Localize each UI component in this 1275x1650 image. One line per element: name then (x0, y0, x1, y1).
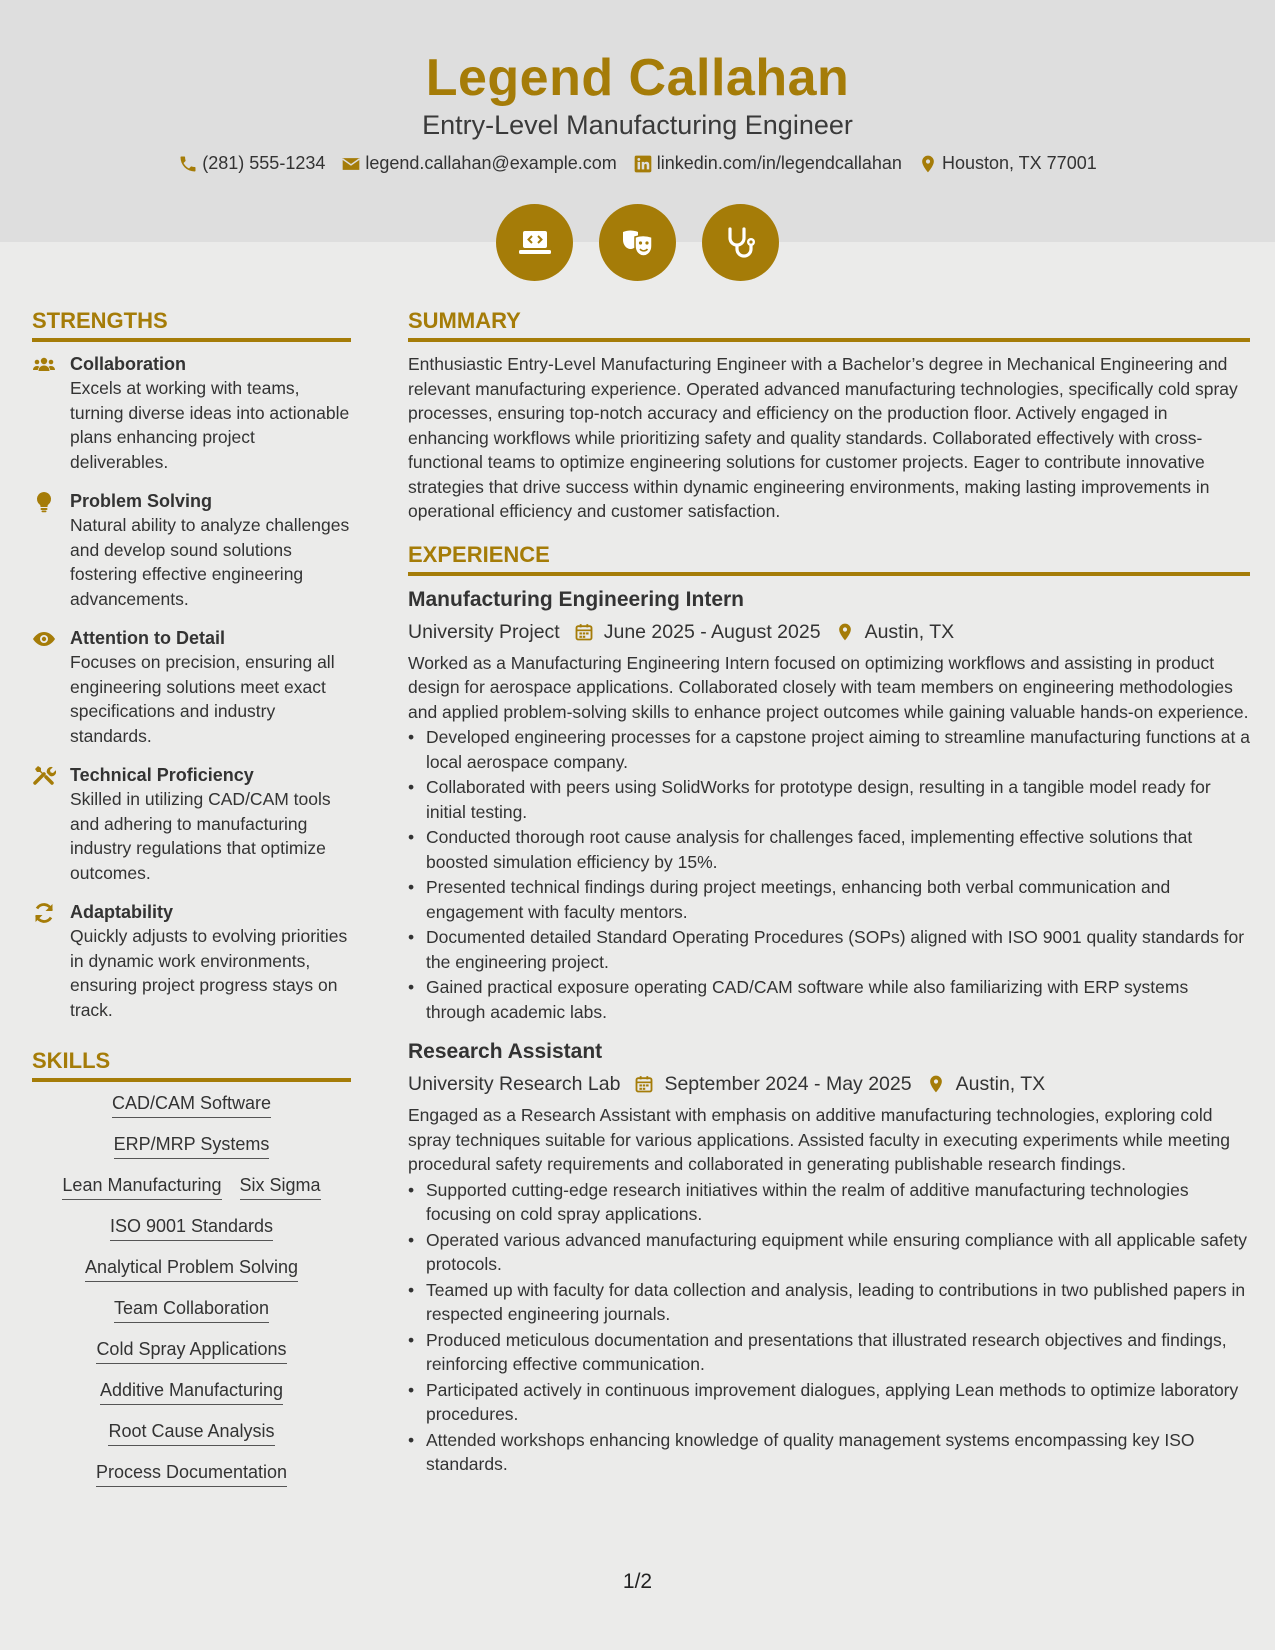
skill-tag: ISO 9001 Standards (110, 1215, 273, 1241)
list-item: • Participated actively in continuous improvement dialogues, applying Lean methods to optimize laboratory procedures. (408, 1378, 1250, 1427)
job-location: Austin, TX (955, 1073, 1046, 1095)
users-icon (32, 353, 56, 377)
skill-tag: Cold Spray Applications (96, 1338, 286, 1364)
skill-tag: CAD/CAM Software (112, 1092, 271, 1118)
experience-heading: EXPERIENCE (408, 542, 1250, 576)
experience-section (408, 542, 1250, 1477)
skill-tag: Process Documentation (96, 1461, 287, 1487)
job-title: Entry-Level Manufacturing Engineer (422, 110, 853, 140)
company-name: University Project (408, 620, 560, 643)
job-meta (408, 1070, 1250, 1098)
skill-tag: Root Cause Analysis (108, 1420, 274, 1446)
strength-item (32, 352, 351, 474)
strength-desc: Excels at working with teams, turning diverse ideas into actionable plans enhancing project deliverables. (70, 378, 350, 472)
strength-item (32, 900, 351, 1022)
email-contact[interactable] (341, 153, 616, 174)
list-item: • Documented detailed Standard Operating Procedures (SOPs) aligned with ISO 9001 quality standards for the engineering project. (408, 925, 1250, 974)
strength-name: Problem Solving (70, 491, 213, 511)
phone-text: (281) 555-1234 (202, 153, 326, 173)
skill-tag: Six Sigma (240, 1174, 321, 1200)
strength-desc: Quickly adjusts to evolving priorities in dynamic work environments, ensuring project progress stays on track. (70, 926, 348, 1020)
strength-desc: Focuses on precision, ensuring all engineering solutions meet exact specifications and industry standards. (70, 652, 335, 746)
interest-circle (496, 204, 573, 281)
phone-contact[interactable] (178, 153, 325, 174)
interest-circle (702, 204, 779, 281)
list-item: • Conducted thorough root cause analysis for challenges faced, implementing effective solutions that boosted simulation efficiency by 15%. (408, 825, 1250, 874)
envelope-icon (341, 154, 361, 174)
job-dates: June 2025 - August 2025 (603, 620, 821, 643)
list-item: • Presented technical findings during project meetings, enhancing both verbal communication and engagement with faculty mentors. (408, 875, 1250, 924)
job-entry (408, 586, 1250, 1025)
candidate-name: Legend Callahan (425, 49, 850, 107)
tools-icon (32, 764, 56, 788)
lightbulb-icon (32, 490, 56, 514)
map-marker-icon (918, 154, 938, 174)
page-number: 1/2 (622, 1570, 653, 1593)
job-description: Engaged as a Research Assistant with emphasis on additive manufacturing technologies, exploring cold spray techniques suitable for various applications. Assisted faculty in executing experiments while meeting procedural safety requirements and collaborated in generating publishable research findings. (408, 1105, 1230, 1174)
location-contact (918, 153, 1097, 174)
skills-list (32, 1092, 351, 1487)
summary-heading: SUMMARY (408, 308, 1250, 342)
strength-item (32, 489, 351, 611)
location-text: Houston, TX 77001 (941, 153, 1097, 173)
strength-desc: Skilled in utilizing CAD/CAM tools and adhering to manufacturing industry regulations that optimize outcomes. (70, 789, 331, 883)
job-entry-title: Manufacturing Engineering Intern (408, 587, 745, 611)
right-column (408, 308, 1250, 1491)
job-entry (408, 1038, 1250, 1477)
strength-item (32, 763, 351, 885)
list-item: • Attended workshops enhancing knowledge of quality management systems encompassing key ISO standards. (408, 1428, 1250, 1477)
job-meta (408, 618, 1250, 646)
job-description: Worked as a Manufacturing Engineering Intern focused on optimizing workflows and assisting in product design for aerospace applications. Collaborated closely with team members on engineering methodologies and applied problem-solving skills to enhance project outcomes while gaining valuable hands-on experience. (408, 652, 1249, 722)
company-name: University Research Lab (408, 1073, 621, 1095)
calendar-icon (634, 1074, 654, 1094)
strength-name: Technical Proficiency (70, 765, 254, 785)
skills-heading: SKILLS (32, 1048, 351, 1082)
contact-bar (0, 153, 1275, 174)
strength-desc: Natural ability to analyze challenges and develop sound solutions fostering effective engineering advancements. (70, 515, 350, 609)
phone-icon (178, 154, 198, 174)
list-item: • Teamed up with faculty for data collection and analysis, leading to contributions in two published papers in respected engineering journals. (408, 1278, 1250, 1327)
linkedin-icon (633, 154, 653, 174)
list-item: • Gained practical exposure operating CAD/CAM software while also familiarizing with ERP systems through academic labs. (408, 975, 1250, 1024)
stethoscope-icon (721, 223, 761, 263)
job-bullets (408, 1178, 1250, 1477)
strength-name: Adaptability (70, 902, 174, 922)
theater-masks-icon (618, 223, 658, 263)
strength-name: Collaboration (70, 354, 186, 374)
summary-text: Enthusiastic Entry-Level Manufacturing Engineer with a Bachelor’s degree in Mechanical Engineering and relevant manufacturing experience. Operated advanced manufacturing technologies, specifically cold spray processes, ensuring top-notch accuracy and efficiency on the production floor. Actively engaged in enhancing workflows while prioritizing safety and quality standards. Collaborated effectively with cross-functional teams to optimize engineering solutions for customer projects. Eager to contribute innovative strategies that drive success within dynamic engineering environments, making lasting improvements in operational efficiency and customer satisfaction. (408, 354, 1238, 521)
skill-tag: Lean Manufacturing (62, 1174, 221, 1200)
interest-circle (599, 204, 676, 281)
job-location: Austin, TX (864, 620, 955, 643)
map-marker-icon (835, 622, 855, 642)
skill-tag: ERP/MRP Systems (114, 1133, 270, 1159)
skills-section (32, 1048, 351, 1487)
skill-tag: Additive Manufacturing (100, 1379, 283, 1405)
linkedin-contact[interactable] (633, 153, 902, 174)
eye-icon (32, 627, 56, 651)
left-column (32, 308, 351, 1487)
calendar-icon (574, 622, 594, 642)
interest-icons (0, 204, 1275, 281)
list-item: • Collaborated with peers using SolidWorks for prototype design, resulting in a tangible model ready for initial testing. (408, 775, 1250, 824)
laptop-code-icon (515, 223, 555, 263)
job-bullets (408, 725, 1250, 1024)
job-entry-title: Research Assistant (408, 1040, 603, 1063)
map-marker-icon (926, 1074, 946, 1094)
skill-tag: Analytical Problem Solving (85, 1256, 298, 1282)
job-dates: September 2024 - May 2025 (664, 1073, 912, 1095)
strength-name: Attention to Detail (70, 628, 225, 648)
strength-item (32, 626, 351, 748)
list-item: • Supported cutting-edge research initiatives within the realm of additive manufacturing technologies focusing on cold spray applications. (408, 1178, 1250, 1227)
skill-tag: Team Collaboration (114, 1297, 269, 1323)
linkedin-text: linkedin.com/in/legendcallahan (656, 153, 902, 173)
list-item: • Developed engineering processes for a capstone project aiming to streamline manufacturing functions at a local aerospace company. (408, 725, 1250, 774)
email-text: legend.callahan@example.com (365, 153, 617, 173)
list-item: • Operated various advanced manufacturing equipment while ensuring compliance with all applicable safety protocols. (408, 1228, 1250, 1277)
sync-icon (32, 901, 56, 925)
list-item: • Produced meticulous documentation and presentations that illustrated research objectives and findings, reinforcing effective communication. (408, 1328, 1250, 1377)
strengths-heading: STRENGTHS (32, 308, 351, 342)
